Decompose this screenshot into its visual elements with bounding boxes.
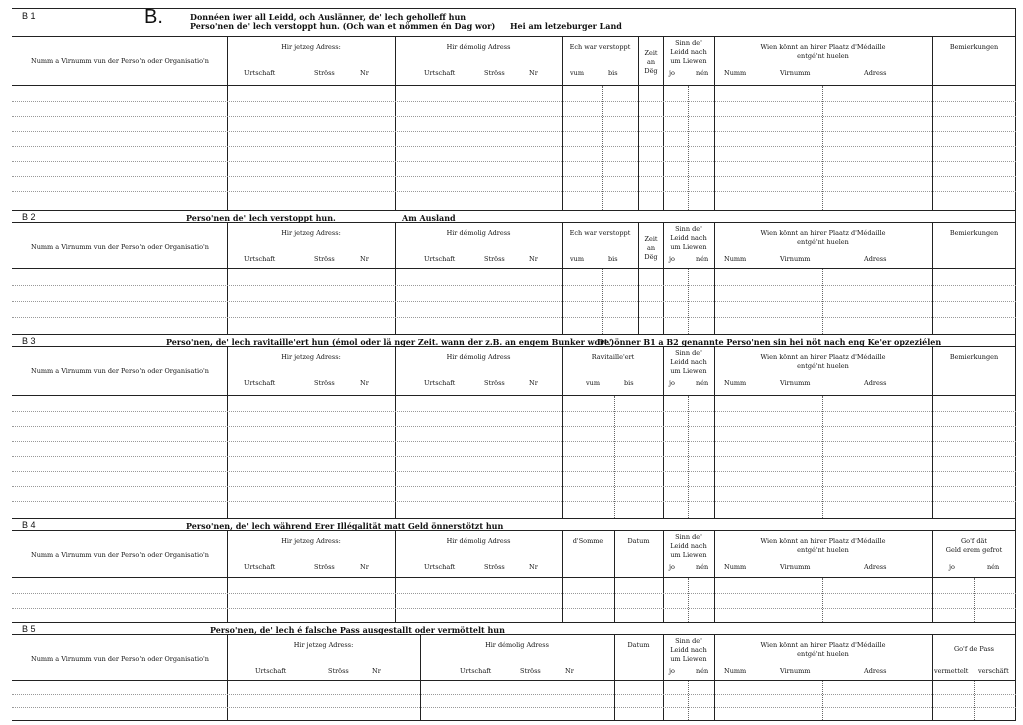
- col-pass-issued: vermettelt: [934, 667, 969, 675]
- col-yes: jo: [669, 563, 675, 571]
- col-street: Ströss: [484, 255, 505, 263]
- col-w-name: Numm: [724, 563, 747, 571]
- section-location: Hei am letzeburger Land: [510, 21, 622, 31]
- section-label: B 3: [22, 336, 36, 346]
- col-from: vum: [570, 255, 585, 263]
- section-title: Perso'nen, de' lech während Erer Illégalität matt Geld önnerstötzt hun: [186, 521, 504, 531]
- col-w-address: Adress: [864, 255, 887, 263]
- col-yes: jo: [669, 255, 675, 263]
- col-nr: Nr: [529, 255, 538, 263]
- col-nr: Nr: [529, 379, 538, 387]
- col-days-1: Zeit: [644, 49, 658, 57]
- col-name: Numm a Virnumm vun der Perso'n oder Organisatio'n: [31, 551, 209, 559]
- col-locality: Urtschaft: [424, 563, 456, 571]
- col-money-1: Go'f dät: [960, 537, 987, 545]
- b1-rows: [12, 86, 1016, 210]
- col-alive-3: um Liewen: [670, 551, 707, 559]
- section-b1: [12, 6, 1016, 36]
- col-street: Ströss: [314, 69, 335, 77]
- col-nr: Nr: [360, 563, 369, 571]
- section-label: B 2: [22, 212, 36, 222]
- col-locality: Urtschaft: [255, 667, 287, 675]
- section-title: Perso'nen, de' lech é falsche Pass ausgestallt oder vermöttelt hun: [210, 625, 505, 635]
- col-remarks: Bemierkungen: [949, 229, 999, 237]
- col-alive-1: Sinn de': [675, 39, 702, 47]
- col-alive-3: um Liewen: [670, 367, 707, 375]
- col-who-1: Wien könnt an hirer Plaatz d'Médaille: [760, 43, 886, 51]
- col-alive-1: Sinn de': [675, 637, 702, 645]
- col-remarks: Bemierkungen: [949, 353, 999, 361]
- col-w-first: Virnumm: [780, 563, 811, 571]
- col-who-1: Wien könnt an hirer Plaatz d'Médaille: [760, 641, 886, 649]
- col-alive-2: Leidd nach: [670, 234, 707, 242]
- b1-header: [12, 36, 1016, 86]
- col-from: vum: [586, 379, 601, 387]
- col-remarks: Bemierkungen: [949, 43, 999, 51]
- col-name: Numm a Virnumm vun der Perso'n oder Organisatio'n: [31, 57, 209, 65]
- col-former-address: Hir démolig Adress: [446, 43, 511, 51]
- b4-header: [12, 530, 1016, 578]
- col-no: nén: [987, 563, 1000, 571]
- col-no: nén: [696, 69, 709, 77]
- col-street: Ströss: [328, 667, 349, 675]
- col-alive-3: um Liewen: [670, 243, 707, 251]
- col-name: Numm a Virnumm vun der Perso'n oder Organisatio'n: [31, 655, 209, 663]
- col-nr: Nr: [565, 667, 574, 675]
- col-no: nén: [696, 563, 709, 571]
- form-sheet: [12, 8, 1016, 720]
- col-alive-2: Leidd nach: [670, 542, 707, 550]
- col-current-address: Hir jetzeg Adress:: [281, 43, 341, 51]
- col-locality: Urtschaft: [244, 563, 276, 571]
- col-from: vum: [570, 69, 585, 77]
- col-who-2: entgé'nt huelen: [797, 546, 849, 554]
- col-money-2: Geld erem gefrot: [945, 546, 1003, 554]
- col-w-first: Virnumm: [780, 69, 811, 77]
- b5-header: [12, 634, 1016, 681]
- col-nr: Nr: [529, 69, 538, 77]
- b2-header: [12, 222, 1016, 269]
- section-title-line2: Perso'nen de' lech verstoppt hun. (Och wan et nömmen én Dag wor): [190, 21, 496, 31]
- col-who-1: Wien könnt an hirer Plaatz d'Médaille: [760, 353, 886, 361]
- col-no: nén: [696, 255, 709, 263]
- section-location: Am Ausland: [402, 213, 456, 223]
- section-title: Perso'nen de' lech verstoppt hun.: [186, 213, 336, 223]
- col-nr: Nr: [529, 563, 538, 571]
- b3-header: [12, 346, 1016, 396]
- form-letter: B.: [144, 6, 163, 28]
- section-label: B 5: [22, 624, 36, 634]
- col-nr: Nr: [372, 667, 381, 675]
- b5-rows: [12, 681, 1016, 721]
- col-who-2: entgé'nt huelen: [797, 238, 849, 246]
- col-nr: Nr: [360, 69, 369, 77]
- col-days-2: an: [646, 244, 656, 252]
- b3-rows: [12, 396, 1016, 518]
- col-w-first: Virnumm: [780, 255, 811, 263]
- col-w-name: Numm: [724, 379, 747, 387]
- col-locality: Urtschaft: [424, 379, 456, 387]
- col-current-address: Hir jetzeg Adress:: [281, 229, 341, 237]
- col-former-address: Hir démolig Adress: [446, 229, 511, 237]
- col-alive-1: Sinn de': [675, 349, 702, 357]
- col-street: Ströss: [520, 667, 541, 675]
- col-locality: Urtschaft: [244, 255, 276, 263]
- col-pass-made: verschäft: [978, 667, 1009, 675]
- col-yes: jo: [669, 69, 675, 77]
- col-street: Ströss: [484, 563, 505, 571]
- col-former-address: Hir démolig Adress: [446, 353, 511, 361]
- section-label: B 1: [22, 11, 36, 21]
- col-who-1: Wien könnt an hirer Plaatz d'Médaille: [760, 537, 886, 545]
- col-who-2: entgé'nt huelen: [797, 650, 849, 658]
- col-alive-2: Leidd nach: [670, 646, 707, 654]
- col-street: Ströss: [484, 69, 505, 77]
- col-locality: Urtschaft: [424, 69, 456, 77]
- col-street: Ströss: [314, 563, 335, 571]
- col-until: bis: [624, 379, 634, 387]
- col-alive-1: Sinn de': [675, 533, 702, 541]
- col-days-3: Dëg: [644, 67, 658, 75]
- col-locality: Urtschaft: [424, 255, 456, 263]
- col-date: Datum: [627, 537, 650, 545]
- col-current-address: Hir jetzeg Adress:: [293, 641, 354, 649]
- col-yes: jo: [669, 667, 675, 675]
- col-until: bis: [608, 255, 618, 263]
- col-current-address: Hir jetzeg Adress:: [281, 353, 341, 361]
- col-yes: jo: [669, 379, 675, 387]
- col-former-address: Hir démolig Adress: [485, 641, 549, 649]
- col-street: Ströss: [314, 255, 335, 263]
- col-w-address: Adress: [864, 379, 887, 387]
- col-nr: Nr: [360, 379, 369, 387]
- col-no: nén: [696, 379, 709, 387]
- col-w-name: Numm: [724, 667, 747, 675]
- col-supplied: Ravitaille'ert: [591, 353, 635, 361]
- section-note: De' önner B1 a B2 genannte Perso'nen sin hei nöt nach eng Ke'er opzeziélen: [597, 337, 942, 347]
- col-who-2: entgé'nt huelen: [797, 52, 849, 60]
- col-alive-3: um Liewen: [670, 655, 707, 663]
- col-street: Ströss: [484, 379, 505, 387]
- col-locality: Urtschaft: [244, 69, 276, 77]
- col-w-address: Adress: [864, 563, 887, 571]
- b4-rows: [12, 578, 1016, 622]
- col-w-address: Adress: [864, 69, 887, 77]
- col-alive-3: um Liewen: [670, 57, 707, 65]
- col-w-name: Numm: [724, 255, 747, 263]
- col-days-2: an: [646, 58, 656, 66]
- col-date: Datum: [627, 641, 650, 649]
- col-w-first: Virnumm: [780, 379, 811, 387]
- section-title: Perso'nen, de' lech ravitaille'ert hun (émol oder lä nger Zeit. wann der z.B. an engem Bunker wort.): [166, 337, 615, 347]
- col-w-name: Numm: [724, 69, 747, 77]
- col-who-2: entgé'nt huelen: [797, 362, 849, 370]
- col-street: Ströss: [314, 379, 335, 387]
- col-alive-2: Leidd nach: [670, 48, 707, 56]
- col-until: bis: [608, 69, 618, 77]
- col-hidden: Ech war verstoppt: [569, 43, 631, 51]
- section-label: B 4: [22, 520, 36, 530]
- col-nr: Nr: [360, 255, 369, 263]
- col-alive-1: Sinn de': [675, 225, 702, 233]
- section-title-line1: Donnéen iwer all Leidd, och Auslänner, de' lech geholleff hun: [190, 12, 467, 22]
- col-no: nén: [696, 667, 709, 675]
- col-hidden: Ech war verstoppt: [569, 229, 631, 237]
- col-current-address: Hir jetzeg Adress:: [281, 537, 341, 545]
- col-former-address: Hir démolig Adress: [446, 537, 511, 545]
- col-w-address: Adress: [864, 667, 887, 675]
- col-w-first: Virnumm: [780, 667, 811, 675]
- col-who-1: Wien könnt an hirer Plaatz d'Médaille: [760, 229, 886, 237]
- col-alive-2: Leidd nach: [670, 358, 707, 366]
- col-yes: jo: [949, 563, 955, 571]
- col-locality: Urtschaft: [460, 667, 492, 675]
- col-name: Numm a Virnumm vun der Perso'n oder Organisatio'n: [31, 243, 209, 251]
- col-days-1: Zeit: [644, 235, 658, 243]
- col-pass: Go'f de Pass: [953, 645, 995, 653]
- col-locality: Urtschaft: [244, 379, 276, 387]
- b2-rows: [12, 269, 1016, 334]
- col-days-3: Dëg: [644, 253, 658, 261]
- col-amount: d'Somme: [572, 537, 604, 545]
- col-name: Numm a Virnumm vun der Perso'n oder Organisatio'n: [31, 367, 209, 375]
